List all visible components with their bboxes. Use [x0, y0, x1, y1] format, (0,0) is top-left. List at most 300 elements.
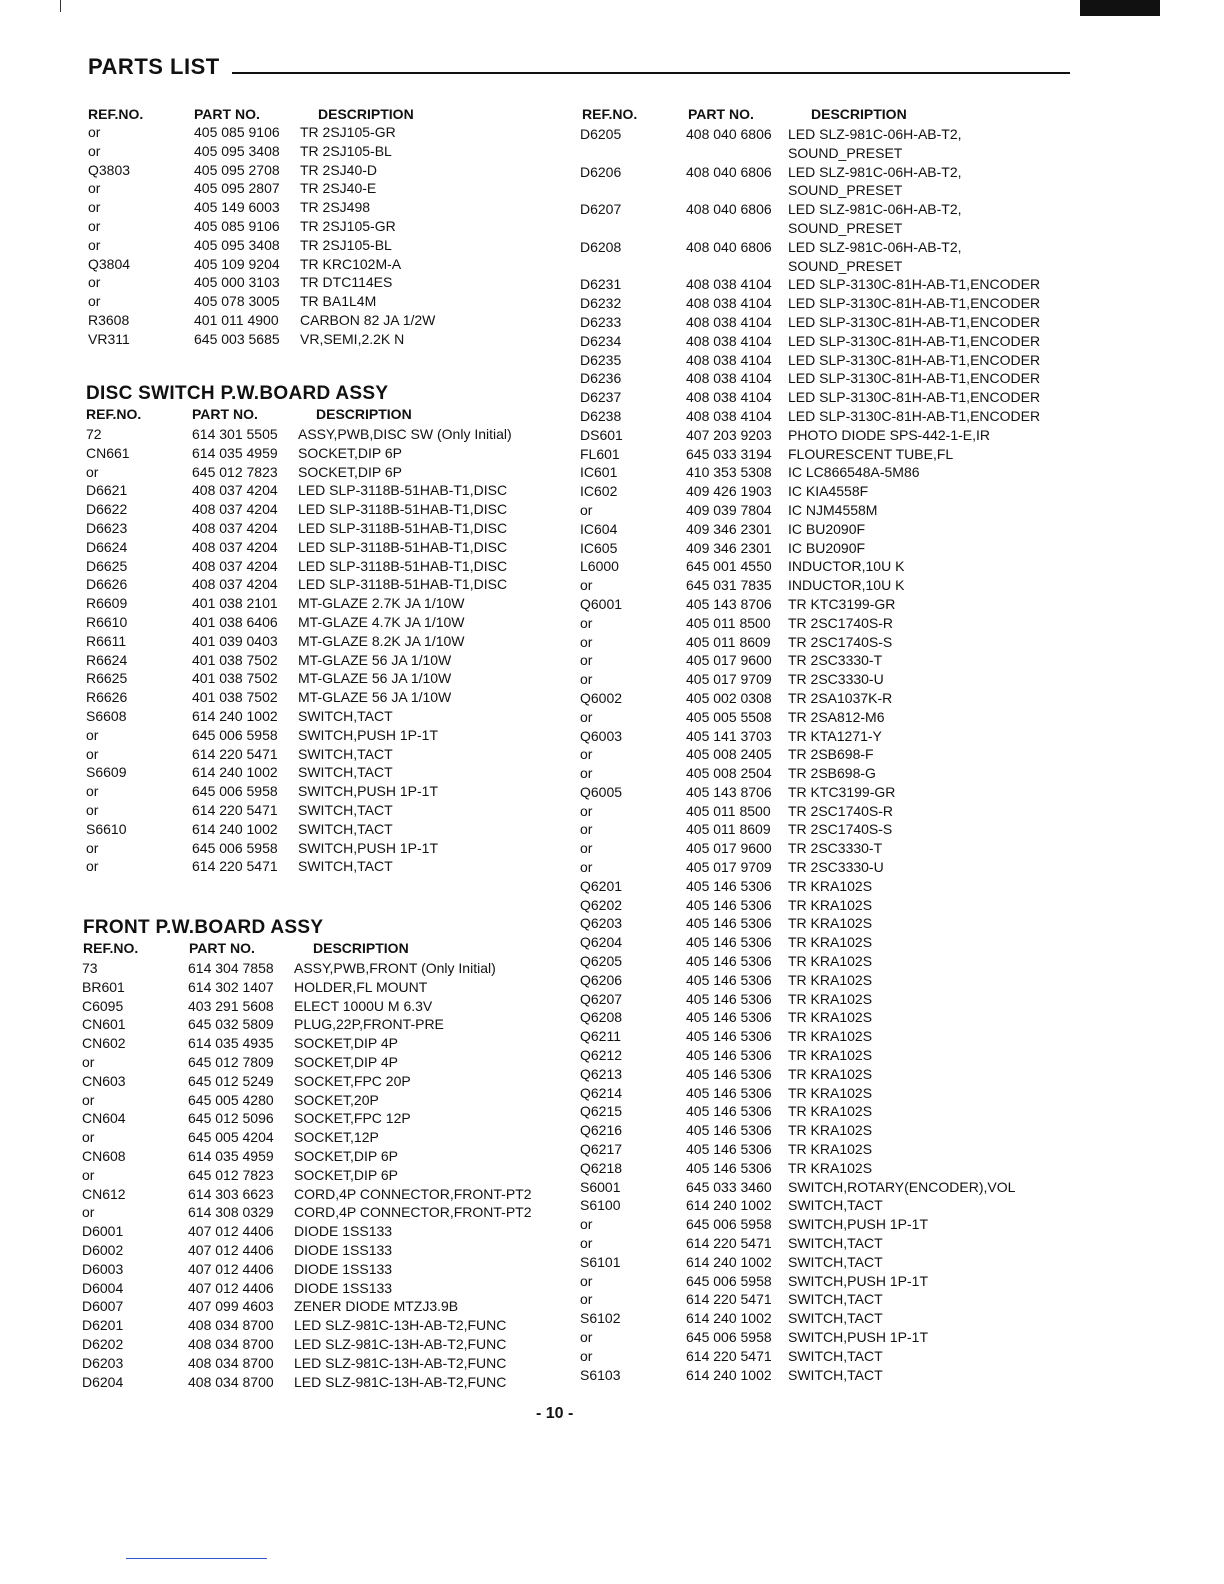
table-row	[82, 1109, 552, 1128]
part-no-cell: 409 426 1903	[686, 483, 772, 500]
description-cell: SOCKET,FPC 20P	[294, 1072, 411, 1089]
part-no-cell: 405 011 8609	[686, 633, 771, 650]
ref-no-cell: VR311	[88, 330, 130, 347]
ref-no-cell: IC602	[580, 483, 618, 500]
part-no-cell: 405 095 3408	[194, 236, 280, 253]
table-row	[580, 1140, 1080, 1159]
description-cell: CORD,4P CONNECTOR,FRONT-PT2	[294, 1185, 532, 1202]
part-no-cell: 405 146 5306	[686, 934, 772, 951]
part-no-cell: 408 037 4204	[192, 482, 278, 499]
part-no-cell: 410 353 5308	[686, 464, 772, 481]
ref-no-cell: D6621	[86, 482, 128, 499]
ref-no-cell: Q3804	[88, 255, 131, 272]
part-no-cell: 401 038 7502	[192, 651, 278, 668]
part-no-cell: 614 240 1002	[192, 820, 278, 837]
part-no-cell: 645 031 7835	[686, 577, 772, 594]
description-cell: SWITCH,PUSH 1P-1T	[298, 726, 439, 743]
description-cell: TR 2SC3330-T	[788, 840, 883, 857]
table-row	[580, 783, 1080, 802]
description-cell: HOLDER,FL MOUNT	[294, 978, 428, 995]
table-row	[580, 181, 1080, 200]
part-no-cell: 408 037 4204	[192, 519, 278, 536]
part-no-cell: 645 006 5958	[686, 1329, 772, 1345]
ref-no-cell: CN661	[86, 444, 130, 461]
description-cell: MT-GLAZE 4.7K JA 1/10W	[298, 613, 465, 630]
ref-no-cell: D6624	[86, 538, 128, 555]
part-no-cell: 614 303 6623	[188, 1185, 274, 1202]
part-no-cell: 409 346 2301	[686, 520, 772, 537]
table-row	[88, 123, 548, 142]
table-row	[86, 575, 546, 594]
part-no-cell: 614 240 1002	[686, 1197, 772, 1214]
description-cell: LED SLP-3130C-81H-AB-T1,ENCODER	[788, 370, 1041, 387]
description-cell: TR 2SC3330-T	[788, 652, 883, 669]
table-row	[580, 914, 1080, 933]
ref-no-cell: or	[88, 142, 101, 159]
parts-table-disc-switch	[86, 425, 546, 876]
part-no-cell: 408 038 4104	[686, 370, 772, 387]
part-no-cell: 405 146 5306	[686, 1084, 772, 1101]
description-cell: LED SLP-3130C-81H-AB-T1,ENCODER	[788, 295, 1041, 312]
table-row	[82, 1222, 552, 1241]
table-row	[580, 1102, 1080, 1121]
description-cell: TR 2SJ40-D	[300, 161, 378, 178]
ref-no-cell: R6626	[86, 689, 128, 706]
description-cell: SWITCH,TACT	[788, 1253, 883, 1270]
description-cell: TR DTC114ES	[300, 274, 393, 291]
ref-no-cell: IC605	[580, 539, 618, 556]
ref-header: REF.NO.	[86, 406, 142, 422]
part-no-cell: 645 006 5958	[192, 839, 278, 856]
page-number: - 10 -	[536, 1405, 574, 1422]
description-cell: SOUND_PRESET	[788, 144, 903, 161]
ref-no-cell: or	[82, 1091, 95, 1108]
description-cell: TR 2SJ40-E	[300, 180, 377, 197]
description-cell: TR KTA1271-Y	[788, 727, 882, 744]
table-row	[82, 1241, 552, 1260]
part-no-cell: 407 012 4406	[188, 1241, 274, 1258]
ref-no-cell: or	[580, 1272, 593, 1289]
table-row	[88, 311, 548, 330]
part-no-cell: 405 085 9106	[194, 217, 280, 234]
part-no-cell: 645 033 3194	[686, 445, 772, 462]
description-cell: TR KRA102S	[788, 915, 873, 932]
ref-no-cell: Q6003	[580, 727, 623, 744]
part-no-cell: 405 005 5508	[686, 708, 772, 725]
description-cell: SWITCH,TACT	[788, 1366, 883, 1383]
ref-no-cell: R3608	[88, 311, 130, 328]
table-row	[86, 651, 546, 670]
description-cell: TR KRA102S	[788, 1103, 873, 1120]
ref-no-cell: Q6214	[580, 1084, 623, 1101]
ref-no-cell: Q6001	[580, 595, 623, 612]
part-no-cell: 405 146 5306	[686, 1122, 772, 1139]
part-no-cell: 408 040 6806	[686, 126, 772, 142]
part-no-cell: 614 240 1002	[192, 707, 278, 724]
description-cell: TR 2SC1740S-S	[788, 821, 893, 838]
table-row	[580, 351, 1080, 370]
description-cell: SOUND_PRESET	[788, 182, 903, 199]
part-no-cell: 405 146 5306	[686, 953, 772, 970]
description-cell: TR 2SB698-G	[788, 765, 876, 782]
part-no-cell: 401 038 2101	[192, 595, 278, 612]
ref-no-cell: IC604	[580, 520, 618, 537]
ref-no-cell: or	[580, 671, 593, 688]
table-row	[580, 651, 1080, 670]
description-cell: LED SLP-3130C-81H-AB-T1,ENCODER	[788, 332, 1041, 349]
description-cell: TR 2SJ498	[300, 199, 371, 216]
table-row	[82, 978, 552, 997]
ref-no-cell: S6101	[580, 1253, 621, 1270]
part-no-cell: 405 011 8500	[686, 802, 771, 819]
part-no-cell: 405 017 9709	[686, 671, 772, 688]
ref-no-cell: or	[86, 801, 99, 818]
description-cell: SWITCH,PUSH 1P-1T	[298, 839, 439, 856]
part-no-cell: 405 146 5306	[686, 1047, 772, 1064]
description-cell: SOCKET,DIP 4P	[294, 1035, 399, 1052]
part-no-cell: 408 038 4104	[686, 276, 772, 293]
table-row	[580, 1065, 1080, 1084]
ref-no-cell: Q6002	[580, 689, 623, 706]
description-cell: SWITCH,TACT	[298, 764, 393, 781]
table-row	[86, 782, 546, 801]
table-row	[86, 463, 546, 482]
part-no-cell: 405 085 9106	[194, 124, 280, 140]
ref-no-cell: or	[86, 858, 99, 875]
ref-no-cell: D6234	[580, 332, 622, 349]
ref-no-cell: or	[580, 708, 593, 725]
part-no-cell: 614 220 5471	[686, 1235, 772, 1252]
part-header: PART NO.	[194, 106, 260, 122]
ref-no-cell: Q6215	[580, 1103, 623, 1120]
table-row	[580, 689, 1080, 708]
table-row	[88, 142, 548, 161]
part-no-cell: 408 034 8700	[188, 1354, 274, 1371]
ref-no-cell: D6233	[580, 313, 622, 330]
part-no-cell: 408 040 6806	[686, 238, 772, 255]
table-row	[82, 1297, 552, 1316]
table-row	[580, 445, 1080, 464]
table-row	[580, 877, 1080, 896]
description-cell: LED SLP-3118B-51HAB-T1,DISC	[298, 557, 508, 574]
ref-no-cell: or	[580, 1291, 593, 1308]
description-cell: TR KRA102S	[788, 1065, 873, 1082]
table-row	[580, 971, 1080, 990]
description-cell: SOCKET,DIP 6P	[298, 463, 403, 480]
part-no-cell: 405 095 2807	[194, 180, 280, 197]
ref-no-cell: Q6218	[580, 1159, 623, 1176]
part-no-cell: 405 008 2504	[686, 765, 772, 782]
ref-no-cell: Q6211	[580, 1028, 621, 1045]
description-cell: SWITCH,TACT	[298, 745, 393, 762]
description-cell: LED SLP-3130C-81H-AB-T1,ENCODER	[788, 389, 1041, 406]
table-row	[580, 990, 1080, 1009]
part-no-cell: 645 005 4204	[188, 1129, 274, 1146]
ref-no-cell: D6201	[82, 1317, 124, 1334]
description-cell: DIODE 1SS133	[294, 1279, 393, 1296]
ref-no-cell: D6208	[580, 238, 622, 255]
part-no-cell: 614 301 5505	[192, 426, 278, 442]
table-row	[580, 727, 1080, 746]
table-row	[580, 369, 1080, 388]
ref-no-cell: S6103	[580, 1366, 621, 1383]
table-row	[82, 1091, 552, 1110]
ref-no-cell: S6102	[580, 1310, 621, 1327]
description-cell: TR 2SJ105-BL	[300, 236, 392, 253]
table-row	[580, 1121, 1080, 1140]
description-cell: TR 2SC1740S-S	[788, 633, 893, 650]
part-no-cell: 405 146 5306	[686, 896, 772, 913]
table-row	[86, 745, 546, 764]
ref-no-cell: or	[580, 765, 593, 782]
part-no-cell: 407 012 4406	[188, 1223, 274, 1240]
part-no-cell: 401 038 7502	[192, 689, 278, 706]
description-cell: INDUCTOR,10U K	[788, 558, 905, 575]
table-row	[580, 426, 1080, 445]
part-no-cell: 405 149 6003	[194, 199, 280, 216]
description-cell: TR KRA102S	[788, 1141, 873, 1158]
ref-no-cell: or	[580, 802, 593, 819]
ref-no-cell: or	[580, 1235, 593, 1252]
table-row	[86, 444, 546, 463]
description-cell: SWITCH,PUSH 1P-1T	[788, 1216, 929, 1233]
part-no-cell: 405 146 5306	[686, 1141, 772, 1158]
table-row	[580, 1046, 1080, 1065]
description-cell: LED SLP-3118B-51HAB-T1,DISC	[298, 538, 508, 555]
description-cell: LED SLP-3130C-81H-AB-T1,ENCODER	[788, 407, 1041, 424]
description-cell: TR 2SC1740S-R	[788, 614, 894, 631]
table-row	[86, 820, 546, 839]
part-no-cell: 614 308 0329	[188, 1204, 274, 1221]
part-no-cell: 645 003 5685	[194, 330, 280, 347]
description-cell: SWITCH,PUSH 1P-1T	[788, 1272, 929, 1289]
part-no-cell: 405 146 5306	[686, 877, 772, 894]
description-cell: TR 2SC3330-U	[788, 859, 884, 876]
parts-table-left-top	[88, 123, 548, 349]
ref-no-cell: Q6217	[580, 1141, 623, 1158]
description-cell: ASSY,PWB,DISC SW (Only Initial)	[298, 426, 512, 442]
table-row	[82, 959, 552, 978]
part-no-cell: 645 006 5958	[686, 1216, 772, 1233]
ref-no-cell: Q6208	[580, 1009, 623, 1026]
table-row	[86, 613, 546, 632]
part-no-cell: 405 002 0308	[686, 689, 772, 706]
table-row	[580, 708, 1080, 727]
description-cell: IC BU2090F	[788, 520, 866, 537]
part-no-cell: 614 240 1002	[192, 764, 278, 781]
ref-no-cell: DS601	[580, 426, 623, 443]
description-cell: TR 2SA812-M6	[788, 708, 885, 725]
table-row	[580, 858, 1080, 877]
part-no-cell: 405 095 3408	[194, 142, 280, 159]
part-no-cell: 405 146 5306	[686, 1009, 772, 1026]
part-no-cell: 408 038 4104	[686, 295, 772, 312]
description-cell: TR KRA102S	[788, 896, 873, 913]
part-no-cell: 408 040 6806	[686, 201, 772, 218]
ref-no-cell: or	[82, 1053, 95, 1070]
ref-no-cell: R6624	[86, 651, 128, 668]
part-header: PART NO.	[192, 406, 258, 422]
description-cell: FLOURESCENT TUBE,FL	[788, 445, 954, 462]
table-row	[82, 1034, 552, 1053]
ref-no-cell: or	[580, 501, 593, 518]
table-row	[580, 144, 1080, 163]
part-no-cell: 405 017 9709	[686, 859, 772, 876]
ref-no-cell: IC601	[580, 464, 618, 481]
ref-no-cell: S6001	[580, 1178, 621, 1195]
ref-no-cell: 72	[86, 426, 102, 442]
description-cell: SOCKET,DIP 6P	[298, 444, 403, 461]
description-cell: MT-GLAZE 56 JA 1/10W	[298, 689, 452, 706]
table-row	[86, 726, 546, 745]
description-cell: LED SLZ-981C-06H-AB-T2,	[788, 126, 962, 142]
part-no-cell: 408 038 4104	[686, 389, 772, 406]
part-no-cell: 645 012 7809	[188, 1053, 274, 1070]
description-cell: TR KRA102S	[788, 971, 873, 988]
description-cell: MT-GLAZE 56 JA 1/10W	[298, 651, 452, 668]
part-no-cell: 407 012 4406	[188, 1279, 274, 1296]
table-row	[82, 1203, 552, 1222]
ref-no-cell: or	[580, 633, 593, 650]
part-no-cell: 614 220 5471	[192, 745, 278, 762]
ref-no-cell: Q6206	[580, 971, 623, 988]
table-row	[82, 1354, 552, 1373]
part-no-cell: 407 099 4603	[188, 1298, 274, 1315]
table-row	[580, 557, 1080, 576]
table-row	[580, 125, 1080, 144]
table-row	[580, 313, 1080, 332]
table-row	[580, 294, 1080, 313]
desc-header: DESCRIPTION	[318, 106, 414, 122]
corner-black-bar	[1080, 0, 1160, 16]
part-no-cell: 405 000 3103	[194, 274, 280, 291]
table-row	[86, 481, 546, 500]
table-row	[580, 482, 1080, 501]
description-cell: TR KRA102S	[788, 934, 873, 951]
table-row	[86, 538, 546, 557]
ref-no-cell: D6002	[82, 1241, 124, 1258]
description-cell: SOCKET,DIP 6P	[294, 1166, 399, 1183]
part-no-cell: 408 037 4204	[192, 576, 278, 593]
ref-no-cell: S6610	[86, 820, 127, 837]
ref-no-cell: or	[580, 1329, 593, 1345]
ref-no-cell: or	[82, 1204, 95, 1221]
part-no-cell: 645 012 5096	[188, 1110, 274, 1127]
table-row	[82, 1147, 552, 1166]
ref-no-cell: R6610	[86, 613, 128, 630]
description-cell: DIODE 1SS133	[294, 1241, 393, 1258]
part-no-cell: 405 146 5306	[686, 1065, 772, 1082]
table-row	[580, 1366, 1080, 1385]
description-cell: LED SLP-3130C-81H-AB-T1,ENCODER	[788, 276, 1041, 293]
part-no-cell: 405 141 3703	[686, 727, 772, 744]
ref-no-cell: or	[580, 614, 593, 631]
description-cell: TR BA1L4M	[300, 293, 377, 310]
table-row	[86, 763, 546, 782]
table-row	[86, 594, 546, 613]
description-cell: SOCKET,20P	[294, 1091, 379, 1108]
description-cell: TR 2SB698-F	[788, 746, 874, 763]
part-no-cell: 405 146 5306	[686, 1103, 772, 1120]
ref-no-cell: Q6204	[580, 934, 623, 951]
ref-no-cell: C6095	[82, 997, 124, 1014]
part-no-cell: 408 038 4104	[686, 351, 772, 368]
table-row	[580, 802, 1080, 821]
table-row	[88, 292, 548, 311]
table-row	[580, 163, 1080, 182]
table-row	[86, 557, 546, 576]
description-cell: LED SLZ-981C-13H-AB-T2,FUNC	[294, 1335, 507, 1352]
table-row	[580, 764, 1080, 783]
table-row	[580, 463, 1080, 482]
column-header-disc-switch	[86, 406, 546, 425]
description-cell: SWITCH,TACT	[788, 1235, 883, 1252]
part-no-cell: 408 034 8700	[188, 1335, 274, 1352]
ref-header: REF.NO.	[582, 106, 638, 122]
description-cell: ELECT 1000U M 6.3V	[294, 997, 433, 1014]
column-header-front	[83, 940, 553, 959]
ref-no-cell: CN601	[82, 1016, 126, 1033]
part-no-cell: 614 220 5471	[192, 858, 278, 875]
table-row	[86, 801, 546, 820]
ref-no-cell: or	[82, 1129, 95, 1146]
part-no-cell: 645 006 5958	[192, 726, 278, 743]
ref-no-cell: CN612	[82, 1185, 126, 1202]
ref-no-cell: L6000	[580, 558, 619, 575]
part-no-cell: 408 038 4104	[686, 407, 772, 424]
footer-rule	[126, 1558, 267, 1559]
ref-no-cell: R6625	[86, 670, 128, 687]
ref-no-cell: D6004	[82, 1279, 124, 1296]
ref-no-cell: or	[580, 746, 593, 763]
ref-no-cell: S6100	[580, 1197, 621, 1214]
part-no-cell: 405 095 2708	[194, 161, 280, 178]
ref-no-cell: or	[580, 840, 593, 857]
table-row	[580, 952, 1080, 971]
description-cell: SWITCH,TACT	[788, 1291, 883, 1308]
part-no-cell: 645 012 7823	[188, 1166, 274, 1183]
part-no-cell: 407 203 9203	[686, 426, 772, 443]
table-row	[580, 1234, 1080, 1253]
ref-no-cell: CN604	[82, 1110, 126, 1127]
table-row	[580, 595, 1080, 614]
part-no-cell: 408 037 4204	[192, 538, 278, 555]
description-cell: SWITCH,ROTARY(ENCODER),VOL	[788, 1178, 1016, 1195]
table-row	[82, 1128, 552, 1147]
description-cell: TR 2SJ105-GR	[300, 217, 396, 234]
description-cell: MT-GLAZE 56 JA 1/10W	[298, 670, 452, 687]
part-no-cell: 409 346 2301	[686, 539, 772, 556]
description-cell: PHOTO DIODE SPS-442-1-E,IR	[788, 426, 991, 443]
part-no-cell: 405 011 8500	[686, 614, 771, 631]
table-row	[580, 820, 1080, 839]
table-row	[86, 425, 546, 444]
part-no-cell: 401 011 4900	[194, 311, 279, 328]
description-cell: TR 2SC3330-U	[788, 671, 884, 688]
ref-no-cell: D6236	[580, 370, 622, 387]
ref-no-cell: or	[86, 783, 99, 800]
part-no-cell: 614 240 1002	[686, 1310, 772, 1327]
description-cell: SOCKET,DIP 4P	[294, 1053, 399, 1070]
parts-table-right	[580, 125, 1080, 1384]
table-row	[86, 669, 546, 688]
ref-no-cell: Q6216	[580, 1122, 623, 1139]
part-no-cell: 405 146 5306	[686, 990, 772, 1007]
table-row	[580, 896, 1080, 915]
part-no-cell: 645 001 4550	[686, 558, 772, 575]
table-row	[82, 1015, 552, 1034]
description-cell: LED SLZ-981C-06H-AB-T2,	[788, 201, 962, 218]
